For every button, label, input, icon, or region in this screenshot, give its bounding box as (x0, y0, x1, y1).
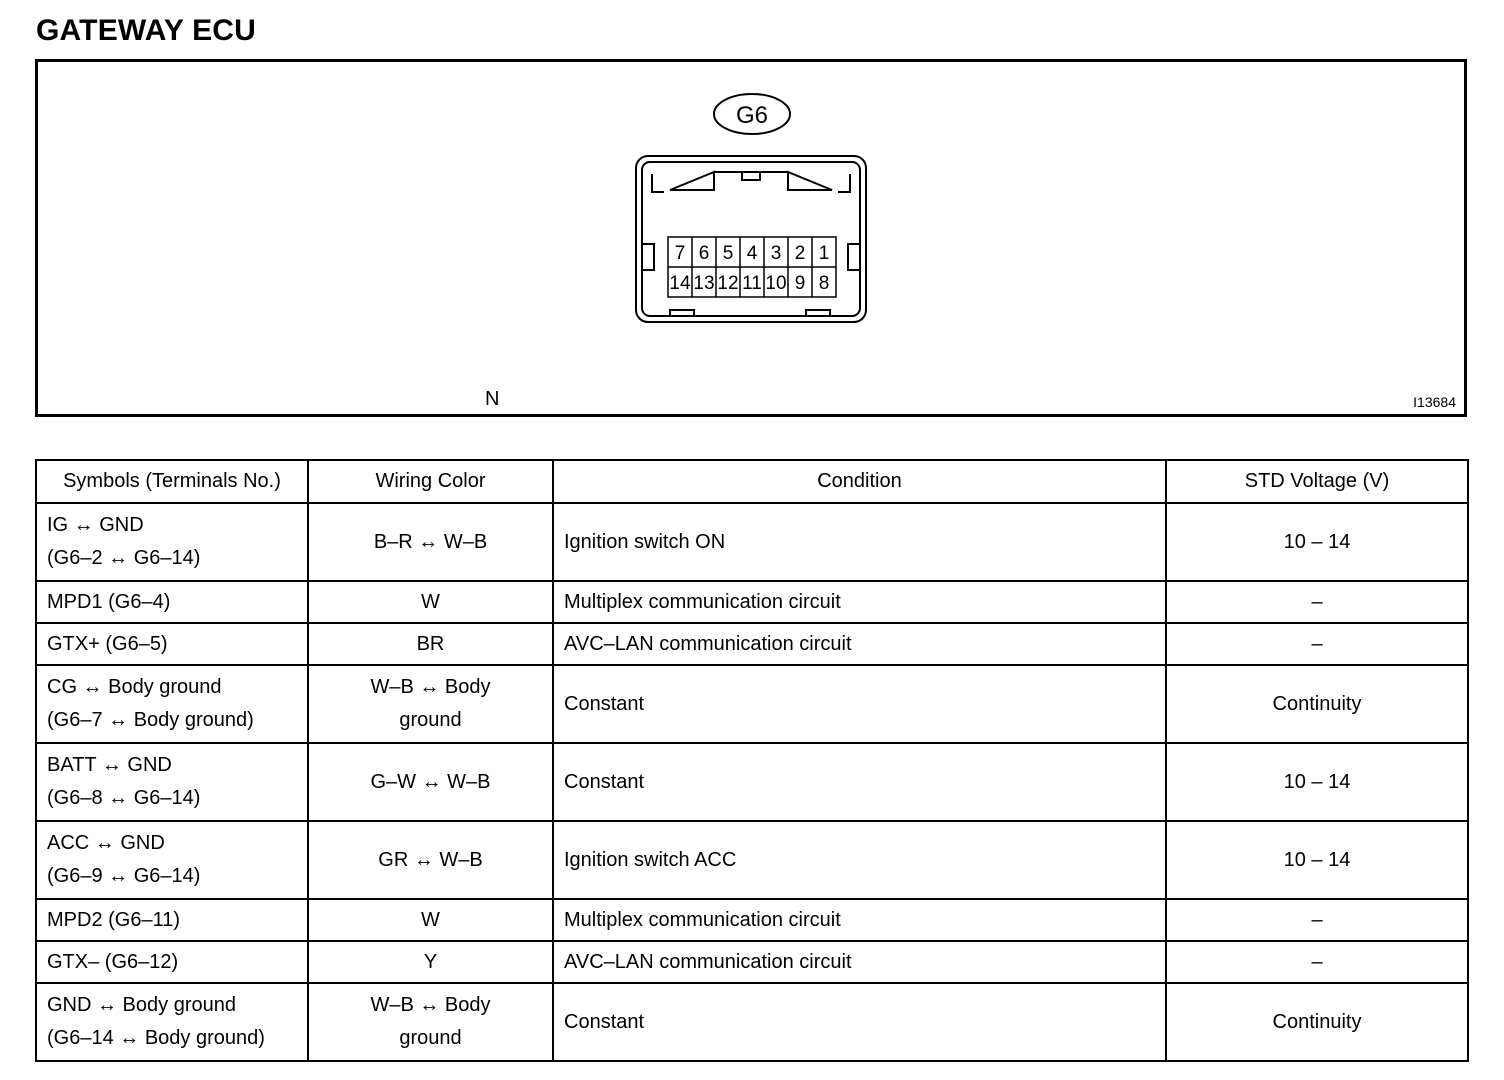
wiring-color-cell (308, 581, 553, 623)
std-voltage-cell: – (1166, 623, 1468, 665)
condition-cell: Ignition switch ACC (553, 821, 1166, 899)
symbol-cell (36, 941, 308, 983)
header-std-voltage: STD Voltage (V) (1166, 460, 1468, 503)
terminal-bottom-11: 11 (742, 273, 762, 294)
wiring-color-cell-line: Y (423, 950, 438, 973)
terminal-top-3: 3 (770, 243, 782, 264)
std-voltage-cell: Continuity (1166, 665, 1468, 743)
header-condition: Condition (553, 460, 1166, 503)
symbol-cell-line: IG ↔ GND (47, 514, 144, 536)
symbol-cell-line: GTX+ (G6–5) (47, 632, 168, 655)
condition-cell: Ignition switch ON (553, 503, 1166, 581)
symbol-cell-line: BATT ↔ GND (47, 754, 172, 776)
symbol-cell-line: (G6–7 ↔ Body ground) (47, 709, 254, 731)
terminal-bottom-8: 8 (818, 273, 830, 294)
condition-cell: Constant (553, 983, 1166, 1061)
symbol-cell-line: (G6–2 ↔ G6–14) (47, 547, 201, 569)
page-title: GATEWAY ECU (36, 14, 257, 47)
symbol-cell-line: GND ↔ Body ground (47, 994, 236, 1016)
header-wiring-color: Wiring Color (308, 460, 553, 503)
symbol-cell-line: (G6–8 ↔ G6–14) (47, 787, 201, 809)
std-voltage-cell: – (1166, 581, 1468, 623)
wiring-color-cell-line: GR ↔ W–B (378, 848, 483, 871)
symbol-cell (36, 743, 308, 821)
symbol-cell (36, 665, 308, 743)
symbol-cell-line: (G6–9 ↔ G6–14) (47, 865, 201, 887)
std-voltage-cell: 10 – 14 (1166, 503, 1468, 581)
table-row (36, 743, 1468, 821)
connector-label: G6 (735, 102, 769, 129)
condition-cell: AVC–LAN communication circuit (553, 623, 1166, 665)
terminal-top-6: 6 (698, 243, 710, 264)
wiring-color-cell-line: G–W ↔ W–B (370, 770, 491, 793)
wiring-color-cell-line: W–B ↔ Body (370, 994, 491, 1016)
std-voltage-cell: 10 – 14 (1166, 821, 1468, 899)
wiring-color-cell-line: W (421, 908, 440, 931)
terminal-top-5: 5 (722, 243, 734, 264)
figure-id: I13684 (1413, 394, 1456, 410)
wiring-color-cell-line: B–R ↔ W–B (373, 530, 488, 553)
table-row (36, 941, 1468, 983)
table-row (36, 581, 1468, 623)
wiring-color-cell (308, 941, 553, 983)
terminal-top-2: 2 (794, 243, 806, 264)
symbol-cell (36, 821, 308, 899)
terminal-bottom-9: 9 (794, 273, 806, 294)
wiring-color-cell (308, 983, 553, 1061)
std-voltage-cell: Continuity (1166, 983, 1468, 1061)
connector-drawing (38, 62, 1464, 414)
symbol-cell (36, 983, 308, 1061)
terminal-spec-table (35, 459, 1469, 1062)
terminal-bottom-13: 13 (693, 273, 715, 294)
wiring-color-cell-line: W–B ↔ Body (370, 676, 491, 698)
wiring-color-cell (308, 821, 553, 899)
terminal-bottom-14: 14 (669, 273, 691, 294)
table-row (36, 623, 1468, 665)
symbol-cell (36, 503, 308, 581)
table-row (36, 899, 1468, 941)
condition-cell: Multiplex communication circuit (553, 581, 1166, 623)
condition-cell: Multiplex communication circuit (553, 899, 1166, 941)
condition-cell: AVC–LAN communication circuit (553, 941, 1166, 983)
wiring-color-cell-line: W (421, 590, 440, 613)
terminal-bottom-10: 10 (765, 273, 787, 294)
wiring-color-cell (308, 665, 553, 743)
terminal-top-1: 1 (818, 243, 830, 264)
symbol-cell-line: GTX– (G6–12) (47, 950, 179, 973)
table-row (36, 983, 1468, 1061)
header-symbols: Symbols (Terminals No.) (36, 460, 308, 503)
condition-cell: Constant (553, 665, 1166, 743)
side-label: N (485, 388, 500, 410)
table-row (36, 503, 1468, 581)
wiring-color-cell (308, 899, 553, 941)
symbol-cell-line: (G6–14 ↔ Body ground) (47, 1027, 265, 1049)
symbol-cell-line: MPD2 (G6–11) (47, 908, 181, 931)
std-voltage-cell: – (1166, 941, 1468, 983)
symbol-cell (36, 581, 308, 623)
wiring-color-cell (308, 503, 553, 581)
table-row (36, 665, 1468, 743)
terminal-numbers (669, 243, 829, 294)
wiring-color-cell (308, 743, 553, 821)
condition-cell: Constant (553, 743, 1166, 821)
connector-diagram (35, 59, 1467, 417)
symbol-cell (36, 623, 308, 665)
symbol-cell (36, 899, 308, 941)
table-header-row (36, 460, 1468, 503)
terminal-top-4: 4 (746, 243, 758, 264)
wiring-color-cell-line: ground (399, 1027, 462, 1049)
terminal-bottom-12: 12 (717, 273, 739, 294)
symbol-cell-line: CG ↔ Body ground (47, 676, 222, 698)
terminal-top-7: 7 (674, 243, 686, 264)
symbol-cell-line: ACC ↔ GND (47, 832, 165, 854)
table-row (36, 821, 1468, 899)
wiring-color-cell-line: BR (416, 632, 445, 655)
symbol-cell-line: MPD1 (G6–4) (47, 590, 171, 613)
wiring-color-cell (308, 623, 553, 665)
wiring-color-cell-line: ground (399, 709, 462, 731)
std-voltage-cell: – (1166, 899, 1468, 941)
std-voltage-cell: 10 – 14 (1166, 743, 1468, 821)
